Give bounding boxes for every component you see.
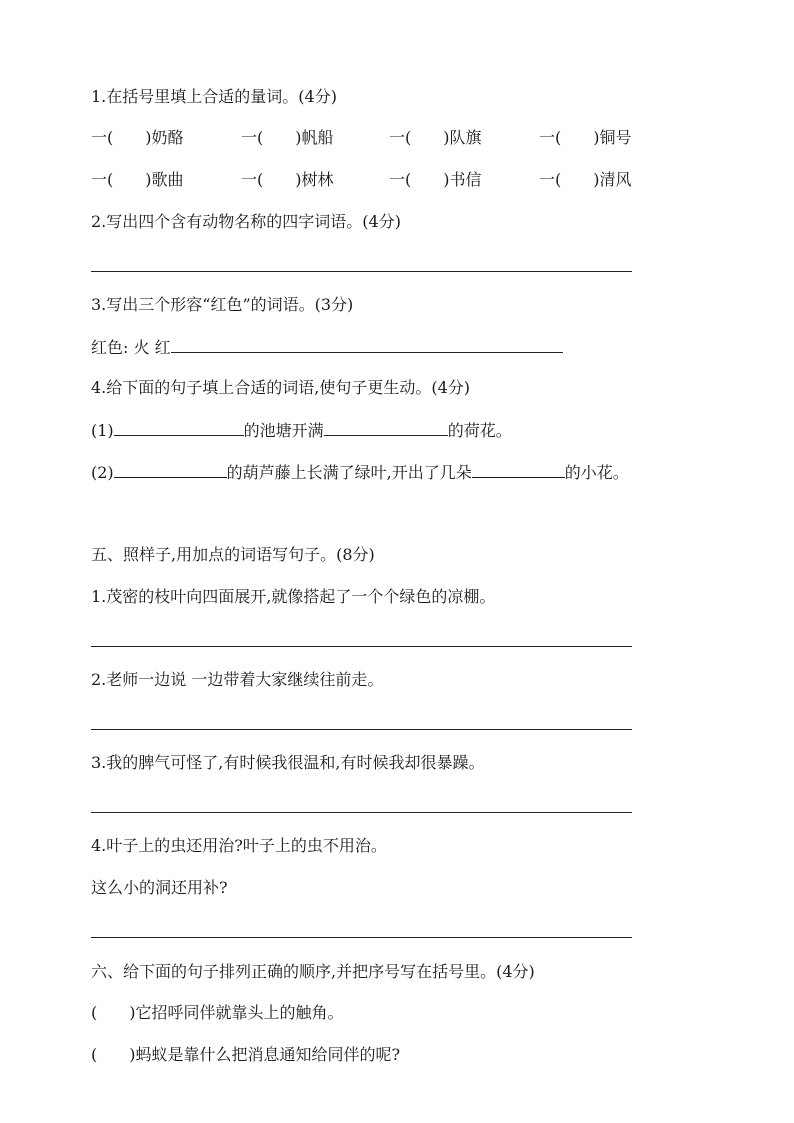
answer-line[interactable]	[91, 646, 632, 647]
answer-line[interactable]	[91, 812, 632, 813]
q4-3-prompt: 3.写出三个形容“红色”的词语。(3分)	[91, 295, 354, 314]
sentence-text: 的荷花。	[447, 421, 512, 440]
measure-word-item[interactable]: 一( )铜号	[539, 128, 632, 147]
answer-blank[interactable]	[171, 337, 563, 353]
measure-word-item[interactable]: 一( )清风	[539, 170, 632, 189]
section-5-item: 4.叶子上的虫还用治?叶子上的虫不用治。	[91, 836, 387, 855]
section-5-item-4-line-2: 这么小的洞还用补?	[91, 878, 228, 897]
measure-word-item[interactable]: 一( )树林	[241, 170, 334, 189]
section-6-item[interactable]: ( )蚂蚁是靠什么把消息通知给同伴的呢?	[91, 1045, 401, 1064]
sentence-text: 的葫芦藤上长满了绿叶,开出了几朵	[226, 463, 472, 482]
section-5-item: 2.老师一边说 一边带着大家继续往前走。	[91, 670, 384, 689]
answer-line[interactable]	[91, 937, 632, 938]
section-6-item[interactable]: ( )它招呼同伴就靠头上的触角。	[91, 1003, 344, 1022]
section-5-item: 3.我的脾气可怪了,有时候我很温和,有时候我却很暴躁。	[91, 753, 485, 772]
section-5-title: 五、照样子,用加点的词语写句子。(8分)	[91, 545, 375, 564]
answer-blank[interactable]	[472, 462, 565, 478]
q4-4-sentence-1	[91, 420, 512, 440]
measure-word-item[interactable]: 一( )奶酪	[91, 128, 184, 147]
measure-word-item[interactable]: 一( )书信	[389, 170, 482, 189]
answer-line[interactable]	[91, 271, 632, 272]
q4-2-prompt: 2.写出四个含有动物名称的四字词语。(4分)	[91, 212, 401, 231]
section-6-title: 六、给下面的句子排列正确的顺序,并把序号写在括号里。(4分)	[91, 962, 535, 981]
measure-word-item[interactable]: 一( )歌曲	[91, 170, 184, 189]
section-5-item: 1.茂密的枝叶向四面展开,就像搭起了一个个绿色的凉棚。	[91, 587, 496, 606]
answer-blank[interactable]	[114, 462, 227, 478]
measure-word-item[interactable]: 一( )队旗	[389, 128, 482, 147]
sentence-text: 的小花。	[564, 463, 629, 482]
answer-blank[interactable]	[324, 420, 448, 436]
answer-line[interactable]	[91, 729, 632, 730]
q4-4-sentence-2	[91, 462, 629, 482]
sentence-number: (2)	[91, 463, 114, 482]
measure-word-item[interactable]: 一( )帆船	[241, 128, 334, 147]
sentence-text: 的池塘开满	[243, 421, 324, 440]
q4-1-prompt: 1.在括号里填上合适的量词。(4分)	[91, 87, 337, 106]
q4-3-answer-row	[91, 337, 563, 357]
q4-3-example: 红色: 火 红	[91, 338, 171, 357]
answer-blank[interactable]	[114, 420, 244, 436]
sentence-number: (1)	[91, 421, 114, 440]
q4-4-prompt: 4.给下面的句子填上合适的词语,使句子更生动。(4分)	[91, 378, 471, 397]
